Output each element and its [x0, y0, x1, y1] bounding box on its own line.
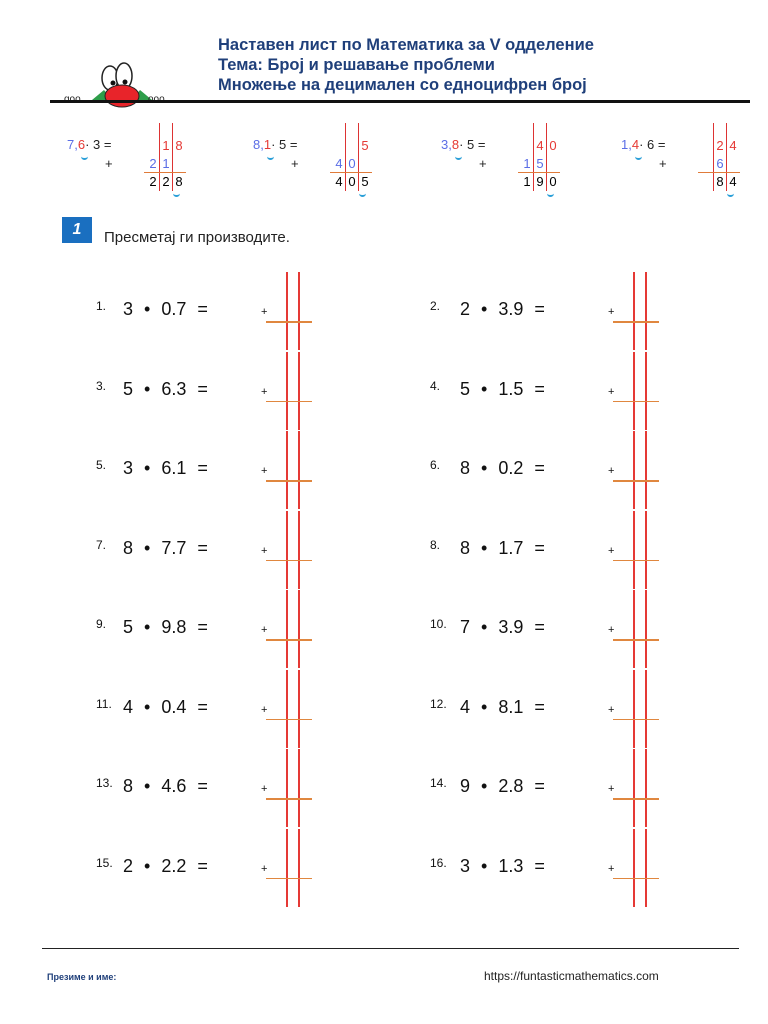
answer-column-line: [645, 431, 647, 509]
example-digit: 2: [162, 174, 170, 189]
answer-column-line: [286, 670, 288, 748]
plus-sign: +: [261, 624, 268, 636]
example-digit: 0: [549, 138, 557, 153]
plus-sign: +: [261, 465, 268, 477]
plus-sign: +: [261, 783, 268, 795]
factor: 3: [93, 137, 101, 152]
answer-column-line: [286, 590, 288, 668]
factor: 6: [647, 137, 655, 152]
example-digit: 5: [536, 156, 544, 171]
answer-column-line: [645, 749, 647, 827]
problem-expression: 2 • 2.2 =: [123, 855, 208, 876]
example-digit: 4: [335, 156, 343, 171]
exercise-instruction: Пресметај ги производите.: [104, 229, 290, 246]
answer-column-line: [298, 352, 300, 430]
website-url[interactable]: https://funtasticmathematics.com: [484, 969, 659, 983]
answer-sum-line: [266, 401, 312, 403]
decimal-arc-icon: [727, 191, 734, 197]
problem-number: 10.: [430, 617, 447, 631]
example-digit: 2: [716, 138, 724, 153]
answer-sum-line: [266, 719, 312, 721]
problem-expression: 3 • 6.1 =: [123, 458, 208, 478]
answer-column-line: [286, 829, 288, 907]
plus-sign: +: [105, 156, 113, 171]
problem-number: 15.: [96, 855, 113, 870]
plus-sign: +: [261, 544, 268, 557]
problem-expression: 4 • 8.1 =: [460, 696, 545, 717]
plus-sign: +: [608, 862, 615, 875]
decimal-arc-icon: [267, 154, 274, 160]
answer-column-line: [298, 511, 300, 589]
answer-column-line: [633, 590, 635, 668]
answer-column-line: [298, 590, 300, 668]
answer-sum-line: [266, 639, 312, 641]
plus-sign: +: [608, 783, 615, 795]
example-digit: 8: [716, 174, 724, 189]
example-digit: 2: [149, 174, 157, 189]
integer-part: 8: [253, 137, 261, 152]
plus-sign: +: [608, 703, 615, 716]
answer-sum-line: [266, 560, 312, 562]
example-digit: 4: [729, 174, 737, 189]
answer-column-line: [645, 670, 647, 748]
worked-example: [67, 123, 227, 203]
problem-expression: 8 • 1.7 =: [460, 537, 545, 558]
sum-line: [144, 172, 186, 173]
problem-number: 9.: [96, 617, 107, 631]
answer-column-line: [286, 272, 288, 350]
worked-example: [441, 123, 601, 203]
decimal-arc-icon: [359, 191, 366, 197]
answer-sum-line: [266, 798, 312, 800]
answer-column-line: [633, 352, 635, 430]
plus-sign: +: [479, 156, 487, 171]
example-digit: 0: [549, 174, 557, 189]
example-digit: 1: [523, 156, 531, 171]
plus-sign: +: [608, 385, 615, 398]
problem-number: 14.: [430, 776, 447, 790]
answer-column-line: [298, 829, 300, 907]
plus-sign: +: [291, 156, 299, 171]
problem-expression: 8 • 0.2 =: [460, 458, 545, 478]
problem-number: 7.: [96, 537, 107, 552]
problem-expression: 7 • 3.9 =: [460, 617, 545, 637]
integer-part: 1: [621, 137, 629, 152]
problem-expression: 3 • 1.3 =: [460, 855, 545, 876]
problem-expression: 8 • 7.7 =: [123, 537, 208, 558]
problem-number: 11.: [96, 696, 112, 711]
problem-expression: 3 • 0.7 =: [123, 299, 208, 319]
plus-sign: +: [261, 862, 268, 875]
header-divider: [50, 100, 750, 103]
sum-line: [698, 172, 740, 173]
answer-column-line: [633, 670, 635, 748]
example-digit: 0: [348, 156, 356, 171]
answer-sum-line: [613, 798, 659, 800]
plus-sign: +: [608, 624, 615, 636]
example-expression: 1,4· 6 =: [621, 137, 666, 152]
factor: 5: [467, 137, 475, 152]
example-digit: 6: [716, 156, 724, 171]
worked-example: [253, 123, 413, 203]
example-expression: 8,1· 5 =: [253, 137, 298, 152]
answer-column-line: [298, 749, 300, 827]
decimal-arc-icon: [81, 154, 88, 160]
problem-number: 12.: [430, 696, 447, 711]
decimal-part: 4: [631, 137, 640, 152]
problem-expression: 9 • 2.8 =: [460, 776, 545, 796]
decimal-arc-icon: [173, 191, 180, 197]
answer-column-line: [298, 431, 300, 509]
answer-column-line: [298, 272, 300, 350]
problem-expression: 5 • 6.3 =: [123, 378, 208, 399]
example-digit: 4: [335, 174, 343, 189]
worksheet-subtopic: Множење на децимален со едноцифрен број: [218, 76, 587, 94]
decimal-part: 8: [451, 137, 460, 152]
problem-expression: 5 • 1.5 =: [460, 378, 545, 399]
worked-example: [621, 123, 768, 203]
example-expression: 3,8· 5 =: [441, 137, 486, 152]
answer-column-line: [645, 829, 647, 907]
answer-sum-line: [613, 719, 659, 721]
sum-line: [518, 172, 560, 173]
example-digit: 0: [348, 174, 356, 189]
problem-number: 5.: [96, 458, 107, 472]
answer-sum-line: [613, 321, 659, 323]
answer-column-line: [645, 511, 647, 589]
problem-number: 6.: [430, 458, 441, 472]
problem-number: 4.: [430, 378, 441, 393]
answer-sum-line: [613, 639, 659, 641]
example-digit: 4: [729, 138, 737, 153]
answer-column-line: [645, 590, 647, 668]
answer-column-line: [286, 511, 288, 589]
problem-number: 16.: [430, 855, 447, 870]
answer-column-line: [633, 431, 635, 509]
answer-column-line: [633, 511, 635, 589]
answer-sum-line: [613, 401, 659, 403]
decimal-part: 1: [263, 137, 272, 152]
problem-expression: 4 • 0.4 =: [123, 696, 208, 717]
plus-sign: +: [261, 385, 268, 398]
problem-expression: 8 • 4.6 =: [123, 776, 208, 796]
integer-part: 7: [67, 137, 75, 152]
worksheet-topic: Тема: Број и решавање проблеми: [218, 56, 495, 74]
problem-expression: 2 • 3.9 =: [460, 299, 545, 319]
factor: 5: [279, 137, 287, 152]
answer-column-line: [298, 670, 300, 748]
answer-sum-line: [613, 480, 659, 482]
answer-sum-line: [613, 878, 659, 880]
problem-number: 13.: [96, 776, 113, 790]
answer-column-line: [645, 272, 647, 350]
example-digit: 1: [162, 138, 170, 153]
answer-sum-line: [266, 878, 312, 880]
plus-sign: +: [608, 544, 615, 557]
problem-expression: 5 • 9.8 =: [123, 617, 208, 637]
example-digit: 4: [536, 138, 544, 153]
example-digit: 5: [361, 138, 369, 153]
problem-number: 1.: [96, 299, 107, 313]
answer-sum-line: [266, 480, 312, 482]
decimal-arc-icon: [547, 191, 554, 197]
example-digit: 8: [175, 138, 183, 153]
example-digit: 8: [175, 174, 183, 189]
decimal-arc-icon: [455, 154, 462, 160]
example-digit: 1: [162, 156, 170, 171]
answer-sum-line: [613, 560, 659, 562]
problem-number: 2.: [430, 299, 441, 313]
answer-column-line: [633, 272, 635, 350]
answer-sum-line: [266, 321, 312, 323]
plus-sign: +: [659, 156, 667, 171]
example-digit: 5: [361, 174, 369, 189]
decimal-part: 6: [77, 137, 86, 152]
name-label: Презиме и име:: [47, 972, 117, 982]
example-digit: 9: [536, 174, 544, 189]
example-digit: 1: [523, 174, 531, 189]
example-digit: 2: [149, 156, 157, 171]
plus-sign: +: [608, 306, 615, 318]
exercise-number-badge: 1: [62, 217, 92, 243]
answer-column-line: [633, 829, 635, 907]
problem-number: 8.: [430, 537, 441, 552]
plus-sign: +: [261, 703, 268, 716]
footer-divider: [42, 948, 739, 949]
integer-part: 3: [441, 137, 449, 152]
answer-column-line: [286, 431, 288, 509]
worksheet-title: Наставен лист по Математика за V одделение: [218, 36, 594, 54]
sum-line: [330, 172, 372, 173]
plus-sign: +: [261, 306, 268, 318]
answer-column-line: [645, 352, 647, 430]
answer-column-line: [286, 352, 288, 430]
plus-sign: +: [608, 465, 615, 477]
decimal-arc-icon: [635, 154, 642, 160]
example-expression: 7,6· 3 =: [67, 137, 112, 152]
answer-column-line: [286, 749, 288, 827]
problem-number: 3.: [96, 378, 107, 393]
answer-column-line: [633, 749, 635, 827]
